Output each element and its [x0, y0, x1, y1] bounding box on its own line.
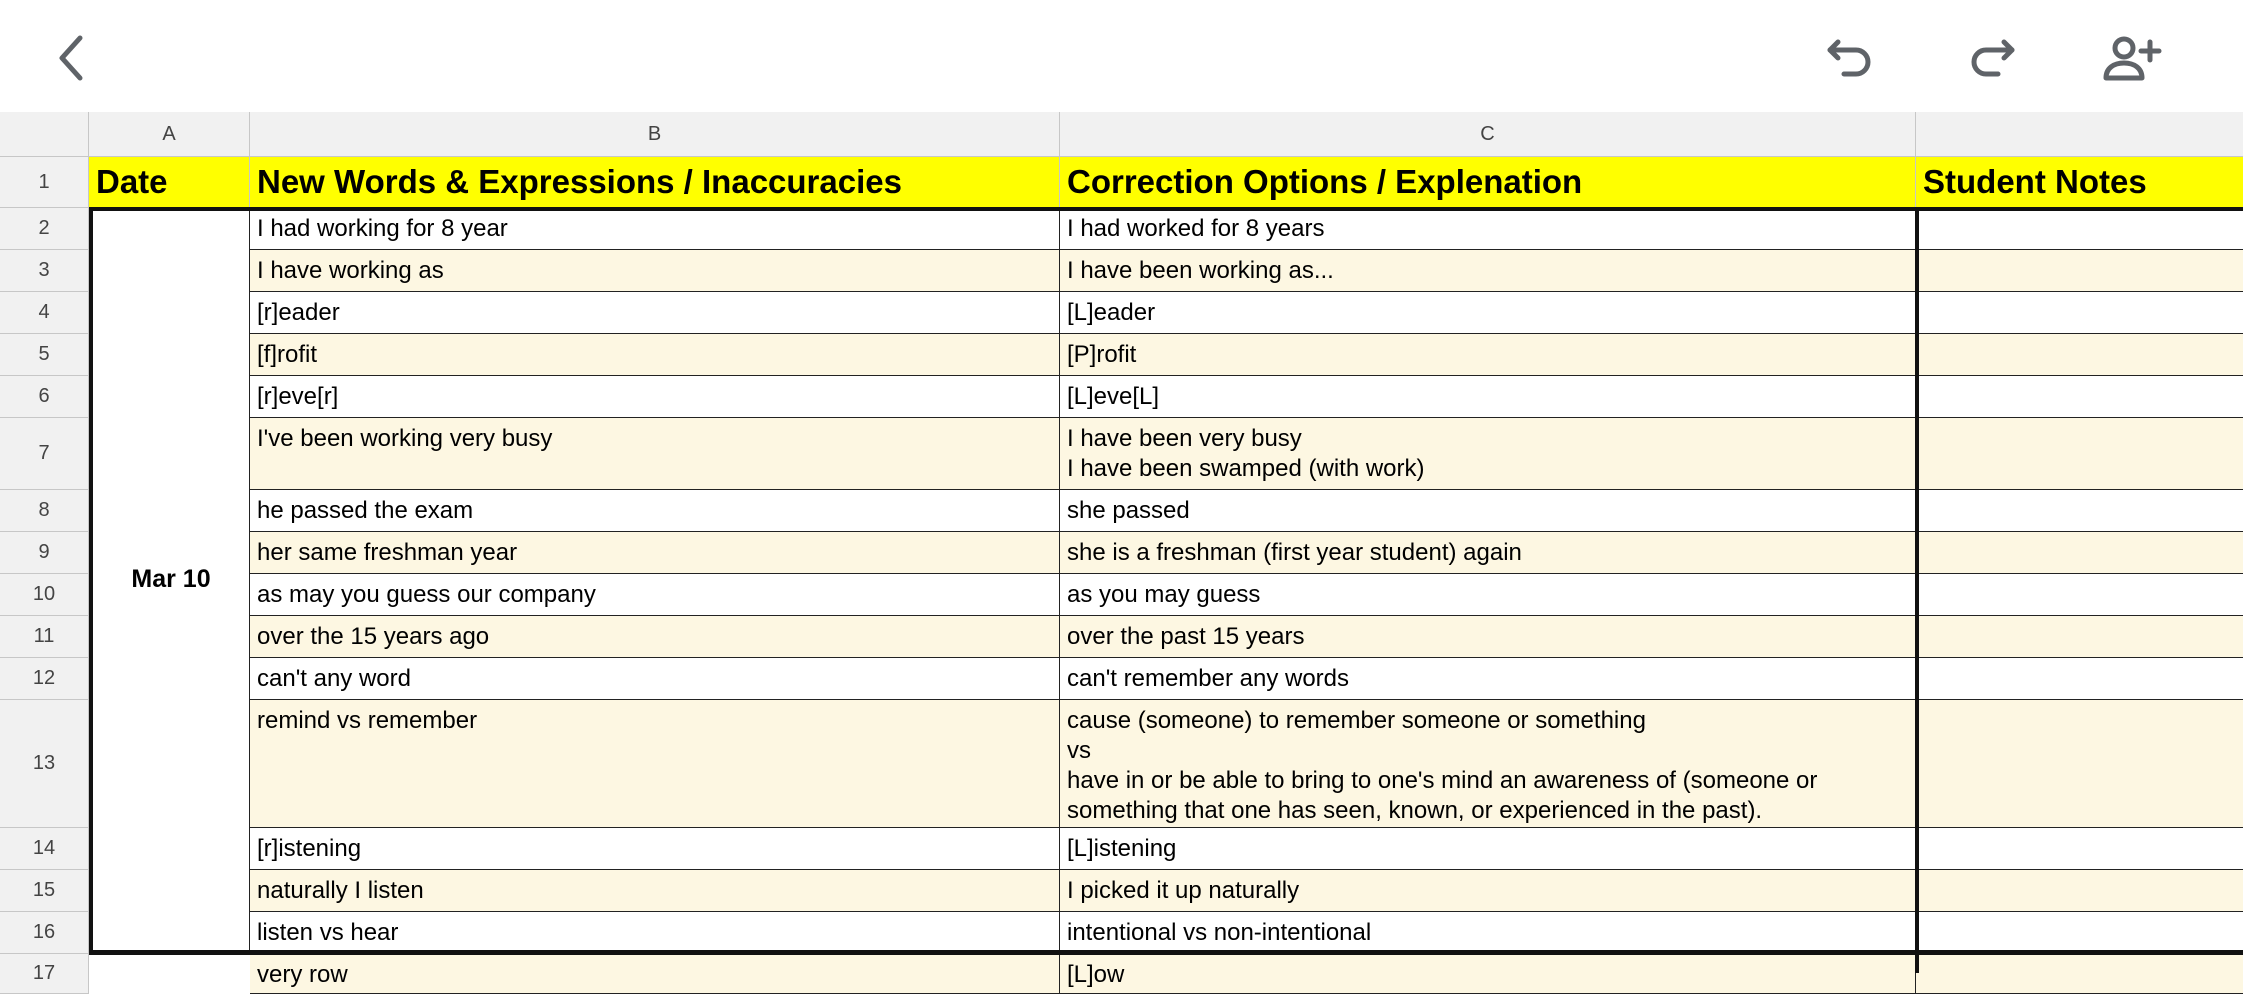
cell-d17[interactable] [1916, 954, 2243, 994]
cell-d6[interactable] [1916, 376, 2243, 418]
column-header-c[interactable]: C [1060, 112, 1916, 157]
row-header-12[interactable]: 12 [0, 658, 89, 700]
cell-d2[interactable] [1916, 208, 2243, 250]
cell-c5[interactable]: [P]rofit [1060, 334, 1916, 376]
row-header-7[interactable]: 7 [0, 418, 89, 490]
header-cell-corrections[interactable]: Correction Options / Explenation [1060, 157, 1916, 207]
cell-c7[interactable]: I have been very busy I have been swamped (with work) [1060, 418, 1916, 490]
row-header-9[interactable]: 9 [0, 532, 89, 574]
cell-d8[interactable] [1916, 490, 2243, 532]
cell-b5[interactable]: [f]rofit [250, 334, 1060, 376]
cell-c15[interactable]: I picked it up naturally [1060, 870, 1916, 912]
top-toolbar [0, 0, 2243, 112]
row-header-6[interactable]: 6 [0, 376, 89, 418]
row-header-3[interactable]: 3 [0, 250, 89, 292]
cell-d16[interactable] [1916, 912, 2243, 954]
cell-d13[interactable] [1916, 700, 2243, 828]
header-cell-notes[interactable]: Student Notes [1916, 157, 2243, 207]
cell-c14[interactable]: [L]istening [1060, 828, 1916, 870]
border-line [89, 950, 2243, 955]
row-header-15[interactable]: 15 [0, 870, 89, 912]
cell-b6[interactable]: [r]eve[r] [250, 376, 1060, 418]
cell-c17[interactable]: [L]ow [1060, 954, 1916, 994]
cell-d9[interactable] [1916, 532, 2243, 574]
add-person-icon[interactable] [2100, 26, 2164, 90]
cell-c11[interactable]: over the past 15 years [1060, 616, 1916, 658]
cell-b3[interactable]: I have working as [250, 250, 1060, 292]
column-header-d[interactable] [1916, 112, 2243, 157]
cell-d14[interactable] [1916, 828, 2243, 870]
cell-b11[interactable]: over the 15 years ago [250, 616, 1060, 658]
row-header-16[interactable]: 16 [0, 912, 89, 954]
row-header-2[interactable]: 2 [0, 208, 89, 250]
cell-b16[interactable]: listen vs hear [250, 912, 1060, 954]
cell-b7[interactable]: I've been working very busy [250, 418, 1060, 490]
cell-c8[interactable]: she passed [1060, 490, 1916, 532]
row-header-17[interactable]: 17 [0, 954, 89, 994]
cell-b15[interactable]: naturally I listen [250, 870, 1060, 912]
row-header-13[interactable]: 13 [0, 700, 89, 828]
cell-b9[interactable]: her same freshman year [250, 532, 1060, 574]
cell-c12[interactable]: can't remember any words [1060, 658, 1916, 700]
cell-c13[interactable]: cause (someone) to remember someone or something vs have in or be able to bring to one's mind an awareness of (someone or something that one has seen, known, or experienced in the past). [1060, 700, 1916, 828]
chevron-left-icon[interactable] [40, 26, 104, 90]
cell-c4[interactable]: [L]eader [1060, 292, 1916, 334]
cell-b12[interactable]: can't any word [250, 658, 1060, 700]
cell-d15[interactable] [1916, 870, 2243, 912]
column-header-a[interactable]: A [89, 112, 250, 157]
cell-d12[interactable] [1916, 658, 2243, 700]
border-line [89, 207, 2243, 211]
cell-d11[interactable] [1916, 616, 2243, 658]
cell-b17[interactable]: very row [250, 954, 1060, 994]
header-cell-date[interactable]: Date [89, 157, 250, 207]
column-header-b[interactable]: B [250, 112, 1060, 157]
cell-d10[interactable] [1916, 574, 2243, 616]
row-header-10[interactable]: 10 [0, 574, 89, 616]
row-header-14[interactable]: 14 [0, 828, 89, 870]
cell-d3[interactable] [1916, 250, 2243, 292]
cell-d4[interactable] [1916, 292, 2243, 334]
row-header-11[interactable]: 11 [0, 616, 89, 658]
undo-icon[interactable] [1818, 26, 1882, 90]
cell-c2[interactable]: I had worked for 8 years [1060, 208, 1916, 250]
redo-icon[interactable] [1960, 26, 2024, 90]
cell-b8[interactable]: he passed the exam [250, 490, 1060, 532]
header-cell-words[interactable]: New Words & Expressions / Inaccuracies [250, 157, 1060, 207]
cell-d5[interactable] [1916, 334, 2243, 376]
cell-d7[interactable] [1916, 418, 2243, 490]
cell-b2[interactable]: I had working for 8 year [250, 208, 1060, 250]
row-header-4[interactable]: 4 [0, 292, 89, 334]
cell-b13[interactable]: remind vs remember [250, 700, 1060, 828]
cell-c6[interactable]: [L]eve[L] [1060, 376, 1916, 418]
row-header-1[interactable]: 1 [0, 157, 89, 208]
cell-b10[interactable]: as may you guess our company [250, 574, 1060, 616]
date-cell[interactable]: Mar 10 [89, 208, 250, 952]
border-line [1915, 207, 1919, 973]
spreadsheet-grid [0, 112, 2243, 988]
cell-c3[interactable]: I have been working as... [1060, 250, 1916, 292]
row-header-8[interactable]: 8 [0, 490, 89, 532]
row-header-5[interactable]: 5 [0, 334, 89, 376]
cell-b4[interactable]: [r]eader [250, 292, 1060, 334]
cell-c9[interactable]: she is a freshman (first year student) again [1060, 532, 1916, 574]
select-all-corner[interactable] [0, 112, 89, 157]
cell-b14[interactable]: [r]istening [250, 828, 1060, 870]
cell-c10[interactable]: as you may guess [1060, 574, 1916, 616]
cell-c16[interactable]: intentional vs non-intentional [1060, 912, 1916, 954]
